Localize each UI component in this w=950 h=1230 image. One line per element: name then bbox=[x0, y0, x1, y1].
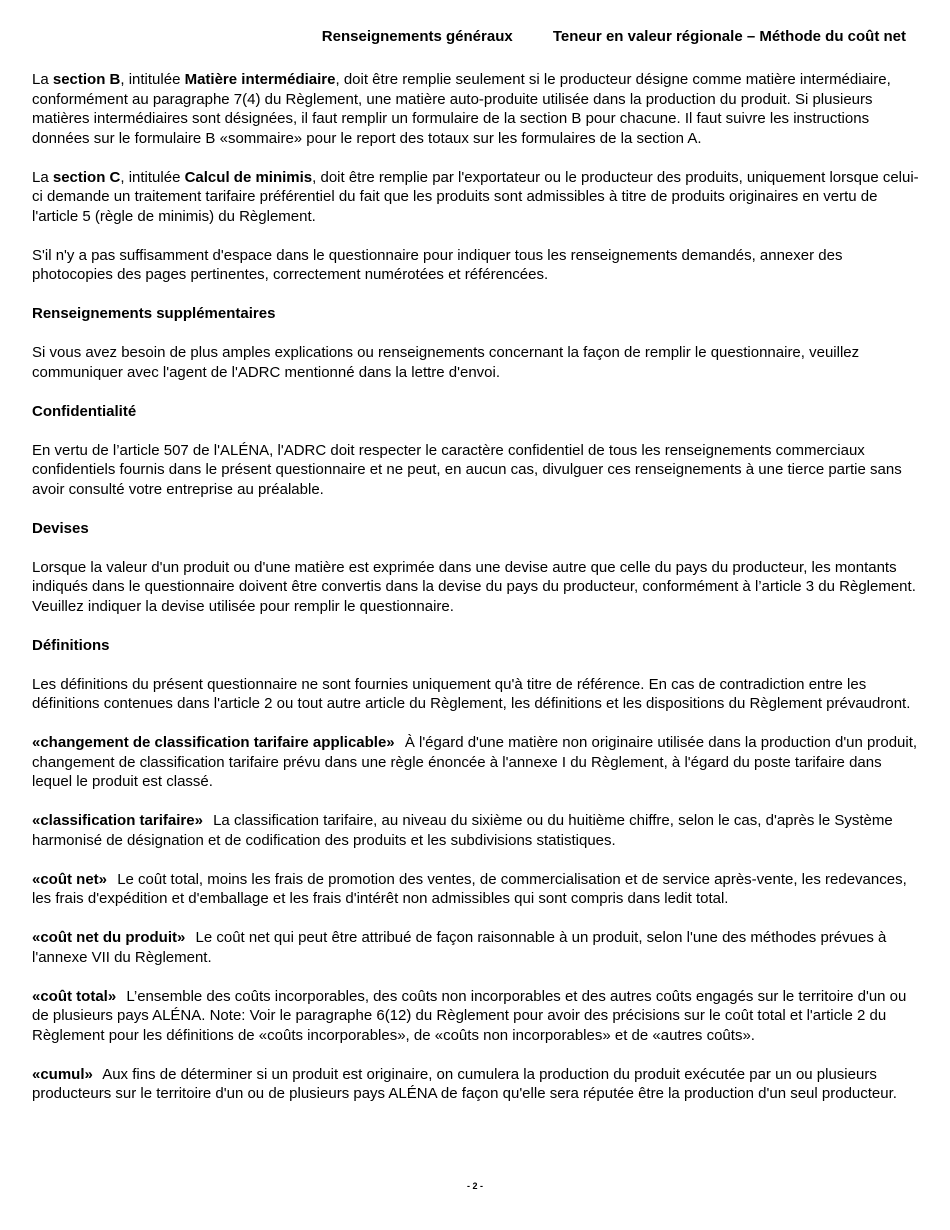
paragraph-confidentiality: En vertu de l’article 507 de l'ALÉNA, l'ADRC doit respecter le caractère confidentiel de tous les renseignements commerciaux confidentiels fournis dans le présent questionnaire et ne peut, en aucun cas, divulguer ces renseignements à une tierce partie sans avoir consulté votre entreprise au préalable. bbox=[32, 441, 902, 498]
definition-text: Aux fins de déterminer si un produit est originaire, on cumulera la production du produit exécutée par un ou plusieurs producteurs sur le territoire d'un ou de plusieurs pays ALÉNA de façon qu'elle sera réputée être la production d'un seul producteur. bbox=[32, 1065, 897, 1102]
definition-item bbox=[32, 1065, 922, 1104]
text-run: La bbox=[32, 71, 53, 88]
definition-term: «classification tarifaire» bbox=[32, 812, 203, 829]
heading-currencies: Devises bbox=[32, 519, 89, 537]
definition-text: La classification tarifaire, au niveau du sixième ou du huitième chiffre, selon le cas, d'après le Système harmonisé de désignation et de codification des produits et les subdivisions statistiques. bbox=[32, 812, 893, 849]
paragraph-section-b bbox=[32, 70, 922, 148]
paragraph-section-c bbox=[32, 168, 922, 227]
definition-term: «cumul» bbox=[32, 1065, 93, 1083]
definition-term: «changement de classification tarifaire applicable» bbox=[32, 734, 395, 751]
heading-definitions: Définitions bbox=[32, 636, 110, 654]
definition-item bbox=[32, 811, 922, 850]
definition-text: Le coût total, moins les frais de promotion des ventes, de commercialisation et de service après-vente, les redevances, les frais d'expédition et d'emballage et les frais d'intérêt non admissibles qui sont compris dans ledit total. bbox=[32, 870, 907, 907]
definition-item bbox=[32, 733, 922, 792]
header-left-title: Renseignements généraux bbox=[321, 28, 513, 45]
header-right-title: Teneur en valeur régionale – Méthode du coût net bbox=[552, 28, 906, 45]
definition-item bbox=[32, 870, 922, 909]
definition-text: À l'égard d'une matière non originaire utilisée dans la production d'un produit, changement de classification tarifaire prévu dans une règle énoncée à l'annexe I du Règlement, à l'égard du poste tarifaire dans lequel le produit est classé. bbox=[32, 734, 918, 790]
text-run: , intitulée bbox=[120, 71, 185, 88]
page-number: - 2 - bbox=[466, 1181, 483, 1191]
page-header bbox=[322, 27, 906, 47]
bold-text: section B bbox=[52, 71, 121, 88]
definition-item bbox=[32, 987, 922, 1046]
paragraph-currencies: Lorsque la valeur d'un produit ou d'une matière est exprimée dans une devise autre que celle du pays du producteur, les montants indiqués dans le questionnaire doivent être convertis dans la devise du pays du producteur, conformément à l’article 3 du Règlement. Veuillez indiquer la devise utilisée pour remplir le questionnaire. bbox=[32, 558, 916, 615]
document-body bbox=[32, 70, 922, 1123]
definition-text: Le coût net qui peut être attribué de façon raisonnable à un produit, selon l'une des méthodes prévues à l'annexe VII du Règlement. bbox=[32, 929, 887, 966]
definition-text: L’ensemble des coûts incorporables, des coûts non incorporables et des autres coûts engagés sur le territoire d'un ou de plusieurs pays ALÉNA. Note: Voir le paragraphe 6(12) du Règlement pour avoir des précisions sur le coût total et l'article 2 du Règlement pour les définitions de «coûts incorporables», de «coûts non incorporables» et de «autres coûts». bbox=[32, 987, 907, 1044]
definition-item bbox=[32, 928, 922, 967]
definition-term: «coût total» bbox=[32, 987, 117, 1005]
heading-supplementary: Renseignements supplémentaires bbox=[32, 305, 276, 322]
text-run: La bbox=[32, 168, 53, 186]
paragraph-definitions: Les définitions du présent questionnaire ne sont fournies uniquement qu'à titre de référence. En cas de contradiction entre les définitions contenues dans l'article 2 ou tout autre article du Règlement, les définitions et les dispositions du Règlement prévaudront. bbox=[32, 675, 911, 712]
bold-text: section C bbox=[52, 168, 121, 186]
paragraph-supplementary: Si vous avez besoin de plus amples explications ou renseignements concernant la façon de remplir le questionnaire, veuillez communiquer avec l'agent de l'ADRC mentionné dans la lettre d'envoi. bbox=[32, 344, 860, 381]
text-run: , intitulée bbox=[120, 168, 185, 186]
paragraph-space-note: S'il n'y a pas suffisamment d'espace dans le questionnaire pour indiquer tous les renseignements demandés, annexer des photocopies des pages pertinentes, correctement numérotées et référencées. bbox=[32, 246, 843, 283]
heading-confidentiality: Confidentialité bbox=[32, 402, 137, 420]
definition-term: «coût net» bbox=[32, 870, 108, 888]
bold-text: Calcul de minimis bbox=[184, 168, 313, 186]
text-run: , doit être remplie seulement si le producteur désigne comme matière intermédiaire, conformément au paragraphe 7(4) du Règlement, une matière auto-produite utilisée dans la production du produit. Si plusieurs matières intermédiaires sont désignées, il faut remplir un formulaire de la section B pour chacune. Il faut suivre les instructions données sur le formulaire B «sommaire» pour le report des totaux sur les formulaires de la section A. bbox=[32, 71, 891, 147]
bold-text: Matière intermédiaire bbox=[184, 71, 336, 88]
definition-term: «coût net du produit» bbox=[32, 929, 186, 946]
text-run: , doit être remplie par l'exportateur ou le producteur des produits, uniquement lorsque celui-ci demande un traitement tarifaire préférentiel du fait que les produits sont admissibles à titre de produits originaires en vertu de l'article 5 (règle de minimis) du Règlement. bbox=[32, 168, 919, 225]
